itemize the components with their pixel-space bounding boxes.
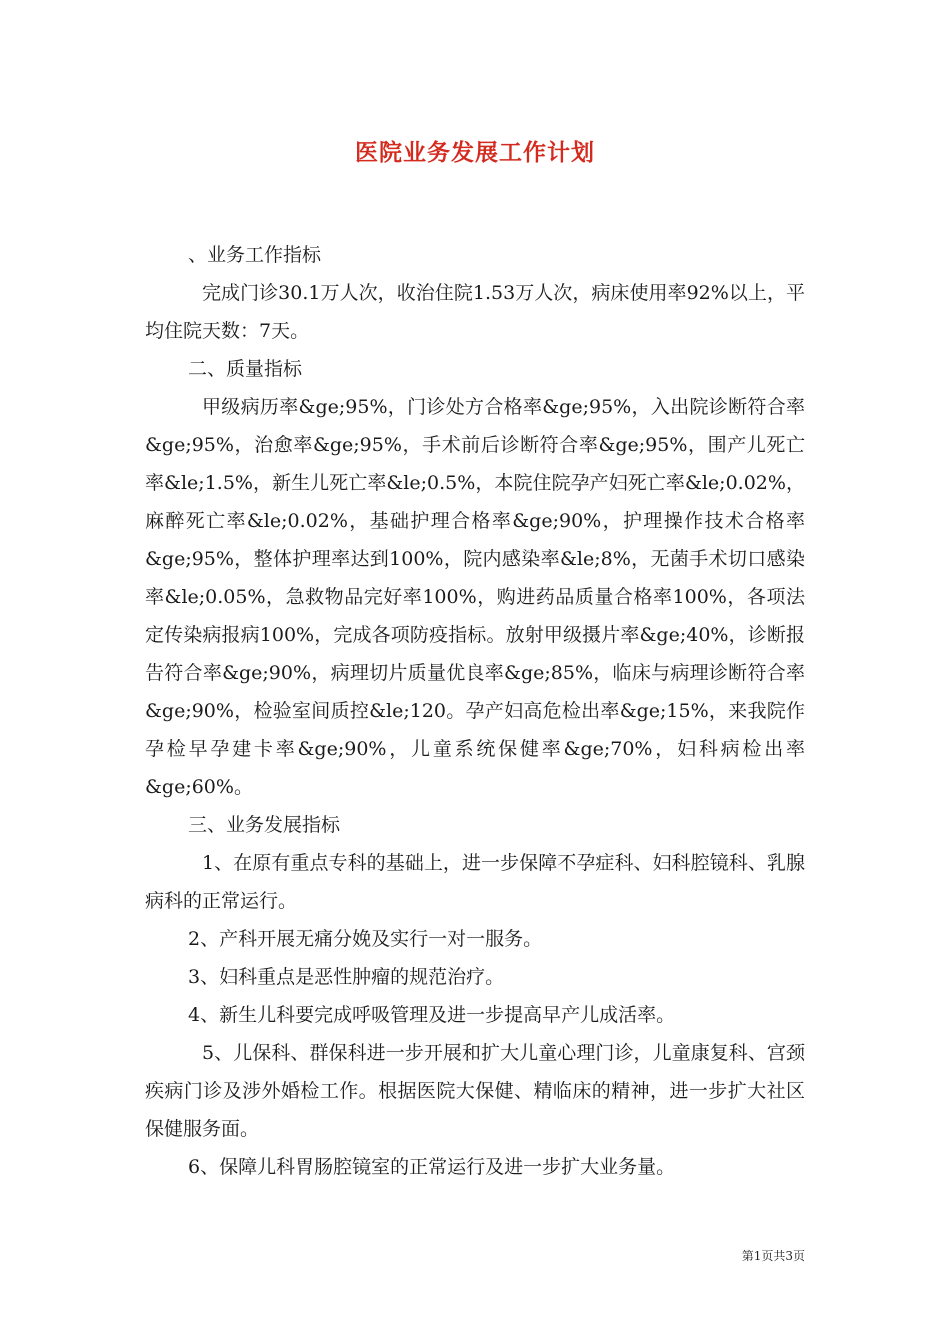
document-body <box>145 236 805 1186</box>
list-item-2: 2、产科开展无痛分娩及实行一对一服务。 <box>188 928 543 950</box>
document-title: 医院业务发展工作计划 <box>355 139 595 166</box>
paragraph-business-targets: 完成门诊30.1万人次，收治住院1.53万人次，病床使用率92%以上，平均住院天数：7天。 <box>145 282 805 342</box>
section-heading-quality: 二、质量指标 <box>188 358 303 380</box>
list-item-6: 6、保障儿科胃肠腔镜室的正常运行及进一步扩大业务量。 <box>188 1156 676 1178</box>
list-item-3: 3、妇科重点是恶性肿瘤的规范治疗。 <box>188 966 505 988</box>
section-heading-development: 三、业务发展指标 <box>188 814 341 836</box>
section-heading-business: 、业务工作指标 <box>188 244 322 266</box>
list-item-1: 1、在原有重点专科的基础上，进一步保障不孕症科、妇科腔镜科、乳腺病科的正常运行。 <box>145 852 805 912</box>
list-item-5: 5、儿保科、群保科进一步开展和扩大儿童心理门诊，儿童康复科、宫颈疾病门诊及涉外婚检工作。根据医院大保健、精临床的精神，进一步扩大社区保健服务面。 <box>145 1042 805 1140</box>
list-item-4: 4、新生儿科要完成呼吸管理及进一步提高早产儿成活率。 <box>188 1004 676 1026</box>
page-number: 第1页共3页 <box>741 1249 805 1263</box>
paragraph-quality-targets: 甲级病历率&ge;95%，门诊处方合格率&ge;95%，入出院诊断符合率&ge;95%，治愈率&ge;95%，手术前后诊断符合率&ge;95%，围产儿死亡率&le;1.5%，新生儿死亡率&le;0.5%，本院住院孕产妇死亡率&le;0.02%，麻醉死亡率&le;0.02%，基础护理合格率&ge;90%，护理操作技术合格率&ge;95%，整体护理率达到100%，院内感染率&le;8%，无菌手术切口感染率&le;0.05%，急救物品完好率100%，购进药品质量合格率100%，各项法定传染病报病100%，完成各项防疫指标。放射甲级摄片率&ge;40%，诊断报告符合率&ge;90%，病理切片质量优良率&ge;85%，临床与病理诊断符合率&ge;90%，检验室间质控&le;120。孕产妇高危检出率&ge;15%，来我院作孕检早孕建卡率&ge;90%，儿童系统保健率&ge;70%，妇科病检出率&ge;60%。 <box>145 396 805 798</box>
